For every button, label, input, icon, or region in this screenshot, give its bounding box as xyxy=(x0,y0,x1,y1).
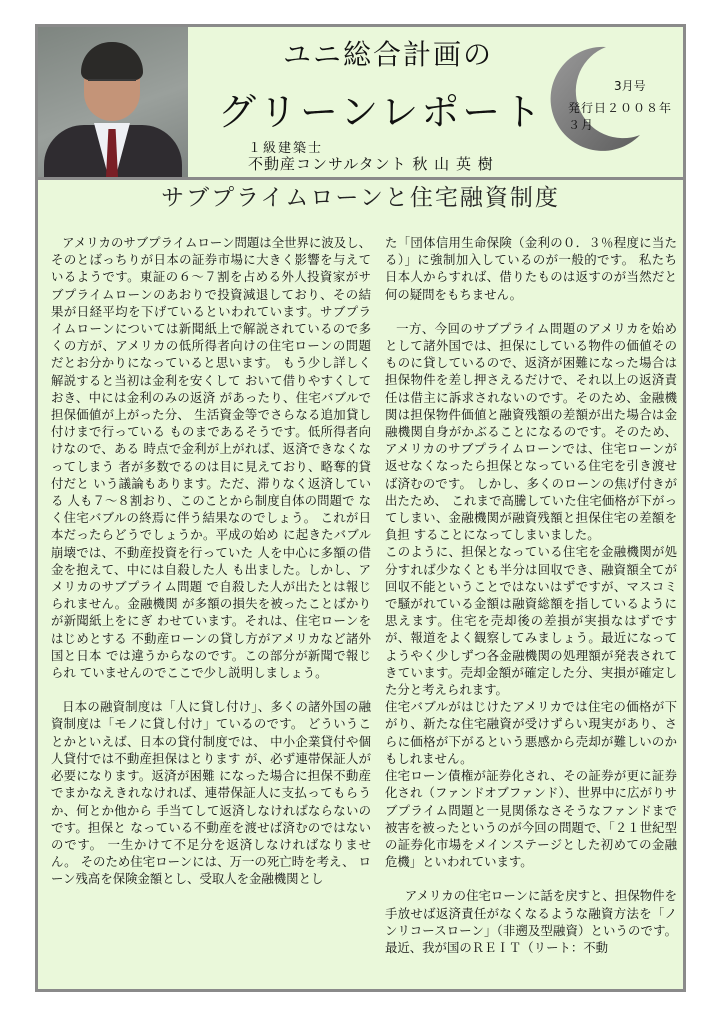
article-column-left xyxy=(51,234,371,888)
paragraph: アメリカのサブプライムローン問題は全世界に波及し、そのとばっちりが日本の証券市場に大きく影響を与えているようです。東証の６～７割を占める外人投資家がサブプライムローンのあおりで投資減退しており、その結果が日経平均を下げているといわれています。サブプライムローンについては新聞紙上で解説されているので多くの方が、アメリカの低所得者向けの住宅ローンの問題だとお分かりになっていると思います。 もう少し詳しく解説すると当初は金利を安くして おいて借りやすくしておき、中には金利のみの返済 があったり、住宅バブルで担保価値が上がった分、 生活資金等でさらなる追加貸し付けまで行っている ものまであるそうです。低所得者向けなので、ある 時点で金利が上がれば、返済できなくなってしまう 者が多数でるのは目に見えており、略奪的貸付だと いう議論もあります。ただ、滞りなく返済している 人も７～８割おり、このことから制度自体の問題で なく住宅バブルの終焉に伴う結果なのでしょう。 これが日本だったらどうでしょうか。平成の始め に起きたバブル崩壊では、不動産投資を行っていた 人を中心に多額の借金を抱えて、中には自殺した人 も出ました。しかし、アメリカのサブプライム問題 で自殺した人が出たとは報じられません。金融機関 が多額の損失を被ったことばかりが新聞紙上をにぎ わせています。それは、住宅ローンをはじめとする 不動産ローンの貸し方がアメリカなど諸外国と日本 では違うからなのです。この部分が新聞で報じられ ていませんのでここで少し説明しましょう。 xyxy=(51,235,371,681)
article-column-right xyxy=(385,234,677,956)
paragraph: アメリカの住宅ローンに話を戻すと、担保物件を手放せば返済責任がなくなるような融資方法を「ノンリコースローン」（非遡及型融資）というのです。最近、我が国のＲＥＩＴ（リート：不動 xyxy=(385,888,677,955)
paragraph: た「団体信用生命保険（金利の０．３％程度に当たる）」に強制加入しているのが一般的です。 私たち日本人からすれば、借りたものは返すのが当然だと何の疑問をもちません。 xyxy=(385,235,677,302)
paragraph: 住宅バブルがはじけたアメリカでは住宅の価格が下がり、新たな住宅融資が受けずらい現実があり、さらに価格が下がるという悪感から売却が難しいのかもしれません。 xyxy=(385,699,677,766)
report-frame xyxy=(35,24,686,992)
author-name: 不動産コンサルタント 秋 山 英 樹 xyxy=(248,155,494,173)
company-name: ユニ総合計画の xyxy=(283,38,494,71)
author-photo xyxy=(38,27,188,177)
article-headline: サブプライムローンと住宅融資制度 xyxy=(161,185,560,211)
paragraph: 日本の融資制度は「人に貸し付け」、多くの諸外国の融資制度は「モノに貸し付け」ているのです。 どういうことかといえば、日本の貸付制度では、 中小企業貸付や個人貸付では不動産担保はとります が、必ず連帯保証人が必要になります。返済が困難 になった場合に担保不動産でまかなえきれなければ、連帯保証人に支払ってもらうか、何とか他から 手当てして返済しなければならないのです。担保と なっている不動産を渡せば済むのではないのです。 一生かけて不足分を返済しなければなりません。 そのため住宅ローンには、万一の死亡時を考え、 ローン残高を保険金額とし、受取人を金融機関とし xyxy=(51,699,371,887)
issue-date: 発行日２００８年３月 xyxy=(568,101,673,132)
report-header xyxy=(38,27,683,180)
paragraph: 一方、今回のサブプライム問題のアメリカを始めとして諸外国では、担保にしている物件の価値そのものに貸しているので、返済が困難になった場合は担保物件を差し押さえるだけで、それ以上の返済責任は借主に訴求されないのです。そのため、金融機関は担保物件価値と融資残額の差額が出た場合は金融機関自身がかぶることになるのです。そのため、アメリカのサブプライムローンでは、住宅ローンが返せなくなったら担保となっている住宅を引き渡せば済むのです。 しかし、多くのローンの焦げ付きが出たため、 これまで高騰していた住宅価格が下がってしまい、金融機関が融資残額と担保住宅の差額を負担 することになってしまいました。 xyxy=(385,320,677,543)
paragraph: 住宅ローン債権が証券化され、その証券が更に証券化され（ファンドオブファンド）、世界中に広がりサブプライム問題と一見関係なさそうなファンドまで被害を被ったというのが今回の問題で、「２１世紀型の証券化市場をメインステージとした初めての金融危機」といわれています。 xyxy=(385,768,677,870)
report-title: グリーンレポート xyxy=(218,90,545,134)
paragraph: このように、担保となっている住宅を金融機関が処分すれば少なくとも半分は回収でき、融資額全てが回収不能ということではないはずですが、マスコミで騒がれている金額は融資総額を指しているように思えます。住宅を売却後の差損が実損なはずですが、報道をよく観察してみましょう。最近になってようやく少しずつ各金融機関の処理額が発表されてきています。売却金額が確定した分、実損が確定した分と考えられます。 xyxy=(385,544,677,698)
author-credential: １級建築士 xyxy=(248,141,324,156)
issue-month: 3月号 xyxy=(614,79,646,93)
